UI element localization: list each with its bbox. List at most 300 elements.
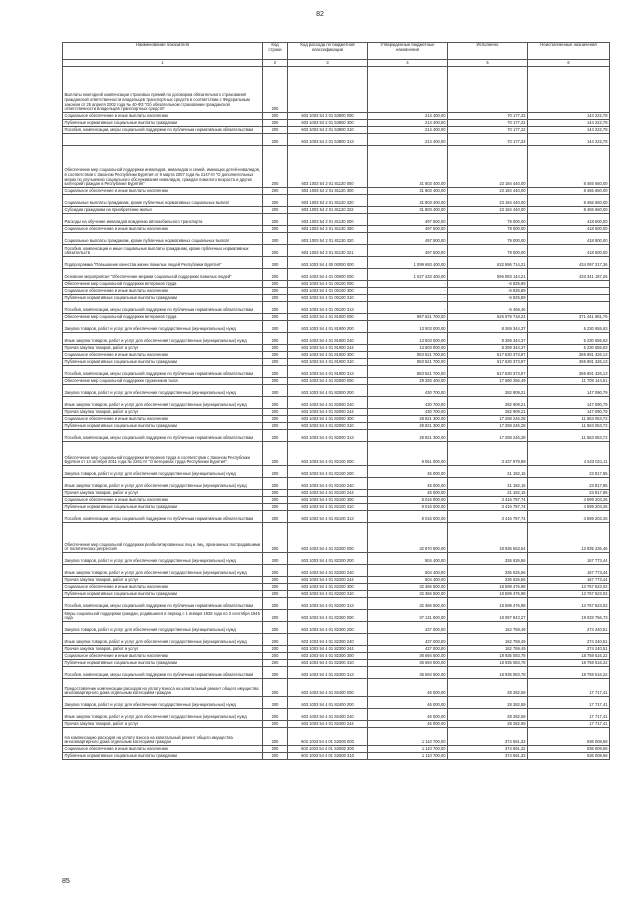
row-approved: 430 700,00 bbox=[368, 409, 448, 416]
table-row bbox=[63, 397, 610, 409]
table-row bbox=[63, 302, 610, 314]
table-row bbox=[63, 146, 610, 188]
row-line-code: 200 bbox=[263, 245, 288, 257]
row-budget-code: 603 1003 54 2 01 81130 321 bbox=[288, 245, 368, 257]
row-approved: 29 293 400,00 bbox=[368, 378, 448, 385]
row-name: Прочая закупка товаров, работ и услуг bbox=[63, 345, 263, 352]
row-budget-code: 603 1003 54 4 01 82200 000 bbox=[288, 523, 368, 553]
row-approved: 28 821 300,00 bbox=[368, 423, 448, 430]
row-name: Обеспечение мер социальной поддержки ветеранов труда в соответствии с Законом Республики Бурятия от 13 октября 2011 года № 2261-IV "О ветеранах труда Республики Бурятия" bbox=[63, 442, 263, 466]
row-unexecuted: 536 008,68 bbox=[528, 728, 610, 746]
row-executed: 21 182,15 bbox=[448, 490, 528, 497]
row-budget-code: 603 1003 54 2 01 81120 320 bbox=[288, 195, 368, 207]
row-approved: 8 016 000,00 bbox=[368, 511, 448, 523]
row-unexecuted: 17 717,41 bbox=[528, 709, 610, 721]
row-line-code: 200 bbox=[263, 321, 288, 333]
row-name: Иные закупки товаров, работ и услуг для обеспечения государственных (муниципальных) нужд bbox=[63, 565, 263, 577]
row-name: Расходы на обучение инвалидов вождению автомобильного транспорта bbox=[63, 214, 263, 226]
row-name: Субсидии гражданам на приобретение жилья bbox=[63, 207, 263, 214]
row-line-code: 200 bbox=[263, 466, 288, 478]
row-executed: 23 184 440,00 bbox=[448, 207, 528, 214]
row-line-code: 200 bbox=[263, 269, 288, 281]
row-approved: 437 000,00 bbox=[368, 646, 448, 653]
column-index-row bbox=[63, 60, 610, 67]
row-name: Социальное обеспечение и иные выплаты населению bbox=[63, 584, 263, 591]
row-line-code: 200 bbox=[263, 577, 288, 584]
header-name: Наименование показателя bbox=[63, 43, 263, 60]
row-unexecuted: 147 090,79 bbox=[528, 397, 610, 409]
row-line-code: 200 bbox=[263, 378, 288, 385]
row-line-code: 200 bbox=[263, 553, 288, 565]
row-unexecuted bbox=[528, 288, 610, 295]
row-executed: -6 825,89 bbox=[448, 295, 528, 302]
table-row bbox=[63, 504, 610, 511]
row-executed: 23 184 440,00 bbox=[448, 188, 528, 195]
row-name: Пособия, компенсации, меры социальной поддержки по публичным нормативным обязательствам bbox=[63, 667, 263, 679]
row-executed: 17 590 256,49 bbox=[448, 378, 528, 385]
table-row bbox=[63, 610, 610, 622]
row-approved: 28 821 300,00 bbox=[368, 430, 448, 442]
row-name bbox=[63, 134, 263, 146]
row-budget-code: 603 1003 54 4 01 82300 244 bbox=[288, 646, 368, 653]
row-executed: 70 177,22 bbox=[448, 134, 528, 146]
table-row bbox=[63, 565, 610, 577]
row-budget-code: 603 1003 54 4 01 81900 200 bbox=[288, 321, 368, 333]
row-name: Социальное обеспечение и иные выплаты населению bbox=[63, 288, 263, 295]
row-name: Обеспечение мер социальной поддержки инвалидов, инвалидов и семей, имеющих детей-инвалидов, в соответствии с Законом Республики Бурятия от 9 марта 2007 года № 2147-III "О дополнительных мерах по улучшению социального обслуживания инвалидов, граждан пожилого возраста и других категорий граждан в Республике Бурятия" bbox=[63, 146, 263, 188]
row-unexecuted: 17 717,41 bbox=[528, 697, 610, 709]
table-row bbox=[63, 245, 610, 257]
row-approved: 32 366 500,00 bbox=[368, 598, 448, 610]
row-line-code: 200 bbox=[263, 233, 288, 245]
table-row bbox=[63, 598, 610, 610]
row-name: Социальные выплаты гражданам, кроме публичных нормативных социальных выплат bbox=[63, 195, 263, 207]
row-unexecuted: 365 891 326,13 bbox=[528, 352, 610, 359]
row-unexecuted: 144 222,78 bbox=[528, 134, 610, 146]
row-name: Закупка товаров, работ и услуг для обеспечения государственных (муниципальных) нужд bbox=[63, 321, 263, 333]
row-executed: 79 000,00 bbox=[448, 233, 528, 245]
row-executed: 18 599 476,98 bbox=[448, 598, 528, 610]
table-row bbox=[63, 385, 610, 397]
row-approved: 46 000,00 bbox=[368, 709, 448, 721]
row-line-code: 200 bbox=[263, 442, 288, 466]
row-approved: 430 700,00 bbox=[368, 397, 448, 409]
row-budget-code: 603 1003 54 4 01 82100 200 bbox=[288, 466, 368, 478]
row-budget-code: 603 1003 54 4 01 82400 244 bbox=[288, 721, 368, 728]
row-line-code: 200 bbox=[263, 345, 288, 352]
row-unexecuted: 147 090,79 bbox=[528, 409, 610, 416]
row-unexecuted: 13 935 236,46 bbox=[528, 523, 610, 553]
row-name: Социальное обеспечение и иные выплаты населению bbox=[63, 188, 263, 195]
header-approved: Утвержденные бюджетные назначения bbox=[368, 43, 448, 60]
row-executed: 18 097 843,27 bbox=[448, 610, 528, 622]
row-executed: 162 759,49 bbox=[448, 634, 528, 646]
row-unexecuted: 17 717,41 bbox=[528, 679, 610, 697]
row-approved: 497 500,00 bbox=[368, 226, 448, 233]
row-approved: 45 000,00 bbox=[368, 490, 448, 497]
table-row bbox=[63, 721, 610, 728]
row-name: Закупка товаров, работ и услуг для обеспечения государственных (муниципальных) нужд bbox=[63, 553, 263, 565]
row-name: Пособия, компенсации, меры социальной поддержки по публичным нормативным обязательствам bbox=[63, 598, 263, 610]
row-budget-code: 603 1003 54 4 01 82000 200 bbox=[288, 385, 368, 397]
row-executed: 28 282,59 bbox=[448, 679, 528, 697]
row-line-code: 200 bbox=[263, 207, 288, 214]
row-unexecuted: 418 500,00 bbox=[528, 233, 610, 245]
row-unexecuted: 536 008,68 bbox=[528, 746, 610, 753]
header-budget-code: Код расхода по бюджетной классификации bbox=[288, 43, 368, 60]
row-unexecuted: 11 709 144,51 bbox=[528, 378, 610, 385]
row-line-code: 200 bbox=[263, 667, 288, 679]
page-number-bottom: 85 bbox=[62, 878, 70, 885]
table-row bbox=[63, 709, 610, 721]
row-name: Прочая закупка товаров, работ и услуг bbox=[63, 409, 263, 416]
row-budget-code: 603 1003 54 4 01 82000 310 bbox=[288, 423, 368, 430]
row-unexecuted: 147 090,79 bbox=[528, 385, 610, 397]
row-line-code: 200 bbox=[263, 359, 288, 366]
table-row bbox=[63, 233, 610, 245]
row-name: Пособия, компенсации, меры социальной поддержки по публичным нормативным обязательствам bbox=[63, 430, 263, 442]
row-budget-code: 603 1003 54 4 01 82300 313 bbox=[288, 667, 368, 679]
row-executed: 3 416 797,74 bbox=[448, 504, 528, 511]
row-unexecuted: 167 773,44 bbox=[528, 577, 610, 584]
row-name: Иные закупки товаров, работ и услуг для обеспечения государственных (муниципальных) нужд bbox=[63, 397, 263, 409]
row-name: Социальные выплаты гражданам, кроме публичных нормативных социальных выплат bbox=[63, 233, 263, 245]
row-budget-code: 603 1003 54 4 01 00100 310 bbox=[288, 295, 368, 302]
row-unexecuted: 418 500,00 bbox=[528, 226, 610, 233]
row-budget-code: 603 1003 54 4 01 82200 313 bbox=[288, 598, 368, 610]
row-unexecuted: 365 891 326,13 bbox=[528, 359, 610, 366]
row-approved: 430 700,00 bbox=[368, 385, 448, 397]
row-approved: 214 400,00 bbox=[368, 134, 448, 146]
row-approved: 497 500,00 bbox=[368, 233, 448, 245]
row-budget-code: 603 1003 54 4 01 82200 244 bbox=[288, 577, 368, 584]
row-budget-code: 603 1003 54 2 01 53800 313 bbox=[288, 134, 368, 146]
row-name: Обеспечение мер социальной поддержки ветеранов труда bbox=[63, 281, 263, 288]
table-header bbox=[63, 43, 610, 67]
row-budget-code: 603 1003 54 4 01 82000 300 bbox=[288, 416, 368, 423]
table-row bbox=[63, 333, 610, 345]
table-row bbox=[63, 281, 610, 288]
row-line-code: 200 bbox=[263, 728, 288, 746]
row-unexecuted: 5 230 655,63 bbox=[528, 345, 610, 352]
row-name: Подпрограмма "Повышение качества жизни пожилых людей Республики Бурятия" bbox=[63, 257, 263, 269]
row-budget-code: 603 1003 54 2 01 81120 000 bbox=[288, 146, 368, 188]
row-line-code: 200 bbox=[263, 598, 288, 610]
column-index: 4 bbox=[368, 60, 448, 67]
table-row bbox=[63, 409, 610, 416]
table-row bbox=[63, 679, 610, 697]
row-line-code: 200 bbox=[263, 397, 288, 409]
row-unexecuted: 8 465 660,00 bbox=[528, 207, 610, 214]
row-budget-code: 603 1003 54 4 01 00100 300 bbox=[288, 288, 368, 295]
table-row bbox=[63, 753, 610, 760]
row-executed: 374 691,32 bbox=[448, 728, 528, 746]
row-line-code: 200 bbox=[263, 146, 288, 188]
row-approved: - bbox=[368, 288, 448, 295]
row-unexecuted bbox=[528, 67, 610, 113]
row-unexecuted: 144 222,78 bbox=[528, 127, 610, 134]
row-executed: 18 599 476,98 bbox=[448, 584, 528, 591]
row-budget-code: 603 1003 54 4 01 81900 000 bbox=[288, 314, 368, 321]
row-approved: 31 803 400,00 bbox=[368, 207, 448, 214]
row-approved: 13 503 000,00 bbox=[368, 321, 448, 333]
row-name: Публичные нормативные социальные выплаты гражданам bbox=[63, 120, 263, 127]
table-row bbox=[63, 345, 610, 352]
row-line-code: 200 bbox=[263, 430, 288, 442]
row-name: Публичные нормативные социальные выплаты гражданам bbox=[63, 753, 263, 760]
row-executed: 3 437 979,89 bbox=[448, 442, 528, 466]
row-line-code: 200 bbox=[263, 416, 288, 423]
row-unexecuted: 23 817,85 bbox=[528, 466, 610, 478]
row-executed: 21 182,15 bbox=[448, 478, 528, 490]
table-row bbox=[63, 214, 610, 226]
row-executed: 162 759,49 bbox=[448, 646, 528, 653]
row-line-code: 200 bbox=[263, 504, 288, 511]
row-name: Публичные нормативные социальные выплаты гражданам bbox=[63, 359, 263, 366]
row-budget-code: 603 1003 54 2 01 81130 300 bbox=[288, 226, 368, 233]
row-name: Публичные нормативные социальные выплаты гражданам bbox=[63, 591, 263, 598]
row-budget-code: 603 1003 54 4 01 82200 300 bbox=[288, 584, 368, 591]
row-unexecuted: 13 767 523,02 bbox=[528, 591, 610, 598]
row-approved: 36 694 600,00 bbox=[368, 660, 448, 667]
table-row bbox=[63, 352, 610, 359]
table-row bbox=[63, 746, 610, 753]
row-approved bbox=[368, 67, 448, 113]
row-approved: 46 000,00 bbox=[368, 721, 448, 728]
row-unexecuted: 11 563 053,72 bbox=[528, 430, 610, 442]
row-line-code: 200 bbox=[263, 333, 288, 345]
row-budget-code: 603 1003 54 4 01 82300 310 bbox=[288, 660, 368, 667]
row-line-code: 200 bbox=[263, 423, 288, 430]
row-executed: 70 177,22 bbox=[448, 113, 528, 120]
row-budget-code: 603 1003 54 4 01 82400 200 bbox=[288, 697, 368, 709]
row-budget-code: 603 1003 54 4 01 82100 300 bbox=[288, 497, 368, 504]
row-approved: 8 016 000,00 bbox=[368, 504, 448, 511]
table-row bbox=[63, 416, 610, 423]
row-budget-code: 603 1003 54 2 01 81130 320 bbox=[288, 233, 368, 245]
row-line-code: 200 bbox=[263, 646, 288, 653]
row-executed: 3 416 797,74 bbox=[448, 511, 528, 523]
row-executed: -6 825,89 bbox=[448, 288, 528, 295]
row-line-code: 200 bbox=[263, 490, 288, 497]
row-line-code: 200 bbox=[263, 511, 288, 523]
row-name: Пособия, компенсации, меры социальной поддержки по публичным нормативным обязательствам bbox=[63, 511, 263, 523]
row-approved: 8 061 000,00 bbox=[368, 442, 448, 466]
row-line-code: 200 bbox=[263, 653, 288, 660]
table-row bbox=[63, 366, 610, 378]
header-executed: Исполнено bbox=[448, 43, 528, 60]
row-approved: 46 000,00 bbox=[368, 679, 448, 697]
row-executed: -6 825,89 bbox=[448, 281, 528, 288]
row-approved: 31 803 400,00 bbox=[368, 195, 448, 207]
row-executed: 336 626,56 bbox=[448, 577, 528, 584]
table-row bbox=[63, 634, 610, 646]
row-line-code: 200 bbox=[263, 288, 288, 295]
row-approved: 13 503 000,00 bbox=[368, 333, 448, 345]
row-name: Социальное обеспечение и иные выплаты населению bbox=[63, 416, 263, 423]
row-unexecuted: 11 563 053,72 bbox=[528, 416, 610, 423]
row-name: Пособия, компенсации, меры социальной поддержки по публичным нормативным обязательствам bbox=[63, 302, 263, 314]
row-name: Социальное обеспечение и иные выплаты населению bbox=[63, 497, 263, 504]
row-line-code: 200 bbox=[263, 295, 288, 302]
row-unexecuted: 434 097 217,36 bbox=[528, 257, 610, 269]
row-line-code: 200 bbox=[263, 214, 288, 226]
table-row bbox=[63, 195, 610, 207]
row-budget-code: 603 1003 54 2 01 53800 000 bbox=[288, 113, 368, 120]
row-line-code: 200 bbox=[263, 281, 288, 288]
row-executed: 596 083 144,21 bbox=[448, 269, 528, 281]
row-approved: 45 000,00 bbox=[368, 466, 448, 478]
row-line-code: 200 bbox=[263, 314, 288, 321]
row-budget-code bbox=[288, 67, 368, 113]
row-budget-code: 603 1003 54 4 01 81900 244 bbox=[288, 345, 368, 352]
row-approved: 1 110 700,00 bbox=[368, 746, 448, 753]
row-name: Социальное обеспечение и иные выплаты населению bbox=[63, 352, 263, 359]
table-row bbox=[63, 134, 610, 146]
row-line-code: 200 bbox=[263, 226, 288, 233]
row-line-code: 200 bbox=[263, 753, 288, 760]
table-row bbox=[63, 667, 610, 679]
row-approved: 214 400,00 bbox=[368, 120, 448, 127]
row-executed: 28 282,59 bbox=[448, 697, 528, 709]
row-line-code: 200 bbox=[263, 195, 288, 207]
row-budget-code: 603 1003 54 2 01 81120 322 bbox=[288, 207, 368, 214]
row-budget-code: 603 1003 54 4 01 82300 300 bbox=[288, 653, 368, 660]
table-row bbox=[63, 430, 610, 442]
row-unexecuted: 365 891 326,13 bbox=[528, 366, 610, 378]
row-unexecuted: 433 341 187,26 bbox=[528, 269, 610, 281]
row-approved: 504 400,00 bbox=[368, 565, 448, 577]
row-budget-code: 603 1003 54 4 01 82300 000 bbox=[288, 610, 368, 622]
row-name: Меры социальной поддержки граждан, родившихся в период с 1 января 1928 года по 3 сентября 1945 года bbox=[63, 610, 263, 622]
table-row bbox=[63, 653, 610, 660]
row-name: Закупка товаров, работ и услуг для обеспечения государственных (муниципальных) нужд bbox=[63, 385, 263, 397]
row-name: Закупка товаров, работ и услуг для обеспечения государственных (муниципальных) нужд bbox=[63, 622, 263, 634]
row-line-code: 200 bbox=[263, 188, 288, 195]
row-unexecuted: 144 222,78 bbox=[528, 113, 610, 120]
row-name: Обеспечение мер социальной поддержки тружеников тыла bbox=[63, 378, 263, 385]
row-name: Пособия, компенсации, меры социальной поддержки по публичным нормативным обязательствам bbox=[63, 127, 263, 134]
row-budget-code: 603 1003 54 4 01 82000 240 bbox=[288, 397, 368, 409]
table-row bbox=[63, 466, 610, 478]
row-approved: 46 000,00 bbox=[368, 697, 448, 709]
row-approved: 883 521 700,00 bbox=[368, 352, 448, 359]
row-budget-code: 603 1003 54 4 01 82100 313 bbox=[288, 511, 368, 523]
row-line-code: 200 bbox=[263, 584, 288, 591]
row-budget-code: 603 1003 54 4 01 82000 313 bbox=[288, 430, 368, 442]
row-name: Публичные нормативные социальные выплаты гражданам bbox=[63, 504, 263, 511]
row-unexecuted: 18 759 516,22 bbox=[528, 660, 610, 667]
row-budget-code: 603 1003 54 2 01 53800 300 bbox=[288, 120, 368, 127]
table-body bbox=[63, 67, 610, 760]
row-line-code: 200 bbox=[263, 409, 288, 416]
row-executed: 517 630 373,87 bbox=[448, 352, 528, 359]
row-budget-code: 603 1003 54 4 01 S2600 300 bbox=[288, 746, 368, 753]
row-budget-code: 603 1003 54 4 01 81900 240 bbox=[288, 333, 368, 345]
row-line-code: 200 bbox=[263, 120, 288, 127]
header-unexecuted: Неисполненные назначения bbox=[528, 43, 610, 60]
table-row bbox=[63, 577, 610, 584]
row-budget-code: 603 1003 54 4 01 00100 000 bbox=[288, 281, 368, 288]
row-name: Иные закупки товаров, работ и услуг для обеспечения государственных (муниципальных) нужд bbox=[63, 333, 263, 345]
column-index: 5 bbox=[448, 60, 528, 67]
row-line-code: 200 bbox=[263, 591, 288, 598]
row-approved: 504 400,00 bbox=[368, 553, 448, 565]
row-executed: 79 000,00 bbox=[448, 245, 528, 257]
row-budget-code: 603 1003 54 4 01 82300 240 bbox=[288, 634, 368, 646]
row-executed: 8 269 344,37 bbox=[448, 345, 528, 352]
row-name: Обеспечение мер социальной поддержки ветеранов труда bbox=[63, 314, 263, 321]
table-row bbox=[63, 188, 610, 195]
row-executed: 23 184 440,00 bbox=[448, 146, 528, 188]
row-executed: -5 468,46 bbox=[448, 302, 528, 314]
row-approved: 1 110 700,00 bbox=[368, 728, 448, 746]
row-unexecuted: 167 773,44 bbox=[528, 553, 610, 565]
row-name: Выплаты ежегодной компенсации страховых премий по договорам обязательного страхования гражданской ответственности владельцев транспортных средств в соответствии с Федеральным законом от 25 апреля 2002 года № 40-ФЗ "Об обязательном страховании гражданской ответственности владельцев транспортных средств" bbox=[63, 67, 263, 113]
row-executed: 18 935 083,78 bbox=[448, 667, 528, 679]
row-unexecuted: 418 500,00 bbox=[528, 214, 610, 226]
row-executed: 18 935 083,78 bbox=[448, 660, 528, 667]
row-budget-code: 603 1003 54 4 01 82200 200 bbox=[288, 553, 368, 565]
row-unexecuted: 371 441 981,76 bbox=[528, 314, 610, 321]
row-executed: 632 596 714,21 bbox=[448, 257, 528, 269]
row-line-code: 200 bbox=[263, 385, 288, 397]
row-approved: 32 366 500,00 bbox=[368, 591, 448, 598]
row-approved: 1 099 693 400,00 bbox=[368, 257, 448, 269]
table-row bbox=[63, 478, 610, 490]
row-line-code: 200 bbox=[263, 67, 288, 113]
row-budget-code: 603 1003 54 4 01 82200 310 bbox=[288, 591, 368, 598]
table-row bbox=[63, 321, 610, 333]
column-index: 2 bbox=[263, 60, 288, 67]
row-line-code: 200 bbox=[263, 257, 288, 269]
row-approved: 36 694 600,00 bbox=[368, 667, 448, 679]
row-approved: 1 027 433 400,00 bbox=[368, 269, 448, 281]
row-unexecuted: 4 599 203,26 bbox=[528, 511, 610, 523]
row-unexecuted bbox=[528, 295, 610, 302]
row-line-code: 200 bbox=[263, 660, 288, 667]
row-approved: 897 621 700,00 bbox=[368, 314, 448, 321]
row-name: Социальное обеспечение и иные выплаты населению bbox=[63, 226, 263, 233]
row-unexecuted: 18 759 516,22 bbox=[528, 667, 610, 679]
row-budget-code: 603 1003 54 4 01 82000 244 bbox=[288, 409, 368, 416]
row-budget-code: 603 1003 54 4 01 82100 310 bbox=[288, 504, 368, 511]
row-executed: 23 184 440,00 bbox=[448, 195, 528, 207]
row-budget-code: 603 1003 54 4 01 S2600 310 bbox=[288, 753, 368, 760]
row-unexecuted: 274 240,51 bbox=[528, 634, 610, 646]
row-unexecuted: 4 623 021,11 bbox=[528, 442, 610, 466]
row-name: Социальное обеспечение и иные выплаты населению bbox=[63, 746, 263, 753]
row-budget-code: 603 1003 54 2 01 81120 300 bbox=[288, 188, 368, 195]
row-unexecuted bbox=[528, 281, 610, 288]
row-approved: 45 000,00 bbox=[368, 478, 448, 490]
row-approved: - bbox=[368, 295, 448, 302]
row-name: Прочая закупка товаров, работ и услуг bbox=[63, 646, 263, 653]
row-name: Основное мероприятие "Обеспечение мерами социальной поддержки пожилых людей" bbox=[63, 269, 263, 281]
row-unexecuted: 13 767 523,02 bbox=[528, 584, 610, 591]
row-executed: 18 935 663,54 bbox=[448, 523, 528, 553]
row-budget-code: 603 1003 54 4 01 00000 000 bbox=[288, 269, 368, 281]
row-approved: 883 521 700,00 bbox=[368, 366, 448, 378]
row-unexecuted: 4 599 203,26 bbox=[528, 504, 610, 511]
row-executed: 17 258 246,28 bbox=[448, 416, 528, 423]
row-unexecuted: 23 817,85 bbox=[528, 490, 610, 497]
row-executed: 8 269 344,37 bbox=[448, 333, 528, 345]
row-unexecuted: 19 033 756,73 bbox=[528, 610, 610, 622]
row-executed: 79 000,00 bbox=[448, 214, 528, 226]
row-executed: 18 599 476,98 bbox=[448, 591, 528, 598]
row-approved: 32 870 900,00 bbox=[368, 523, 448, 553]
